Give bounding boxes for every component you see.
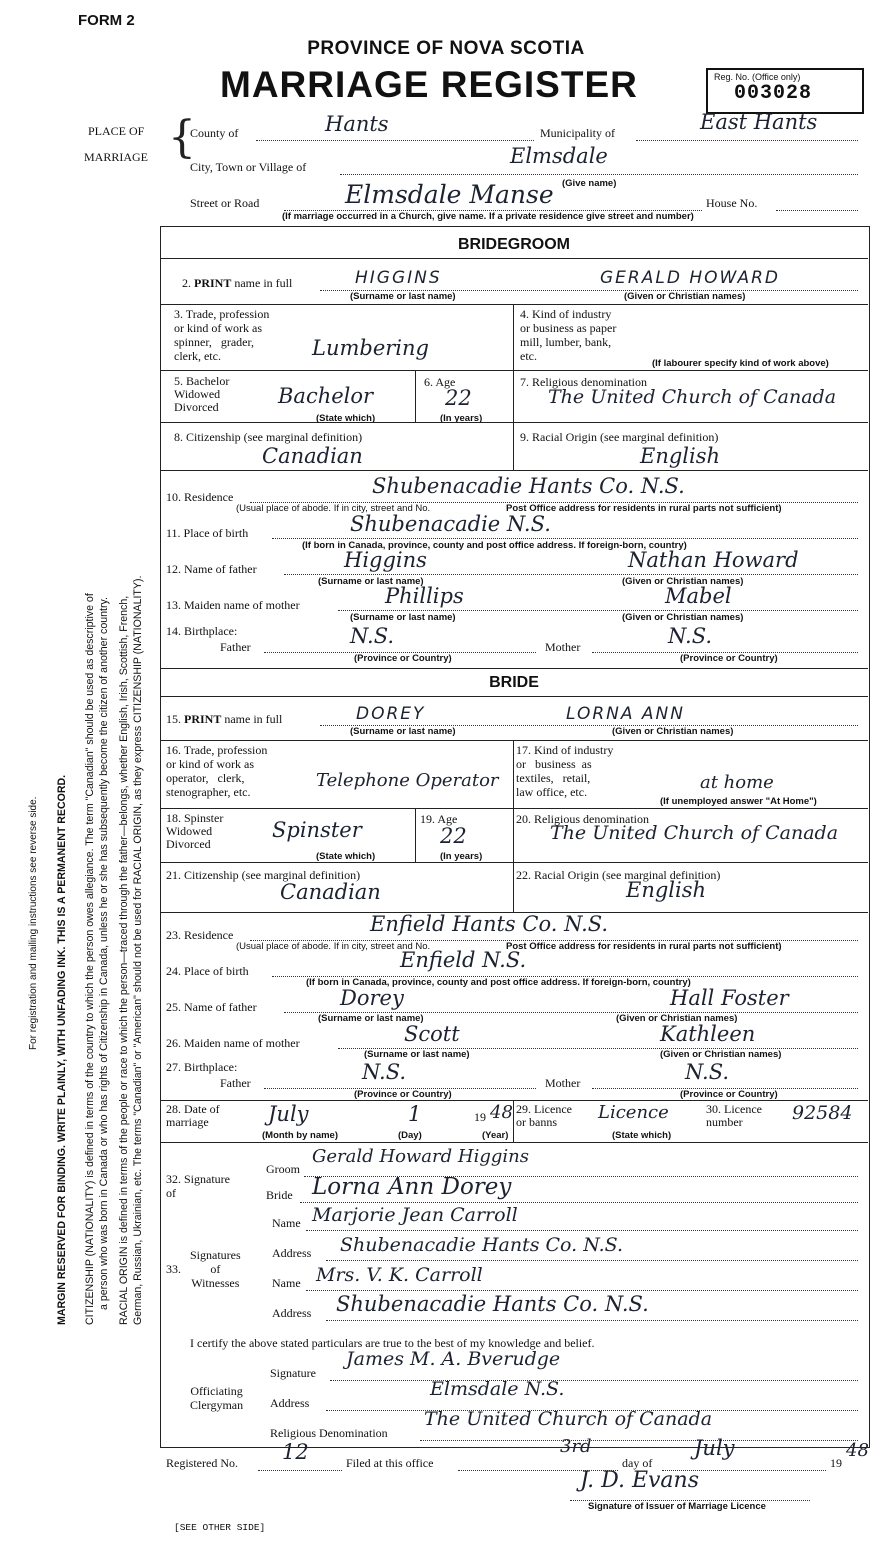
mother-label: Mother (545, 640, 581, 654)
f14-label-2: Father (220, 640, 251, 654)
f4-label: 4. Kind of industry or business as paper mill, lumber, bank, etc. (520, 307, 617, 363)
bride-residence: Enfield Hants Co. N.S. (370, 912, 609, 936)
f28-label: 28. Date of marriage (166, 1102, 220, 1129)
place-brace: { (168, 112, 196, 163)
bride-heading: BRIDE (489, 674, 539, 691)
line (258, 1470, 342, 1471)
w1-address-label: Address (272, 1246, 312, 1260)
groom-status: Bachelor (278, 384, 374, 408)
birth-note: (If born in Canada, province, county and post office address. If foreign-born, country) (306, 977, 691, 988)
month-note: (Month by name) (262, 1130, 338, 1141)
state-which: (State which) (316, 851, 376, 862)
groom-religion: The United Church of Canada (548, 386, 837, 408)
witness-1-name: Marjorie Jean Carroll (312, 1204, 518, 1226)
rule (160, 470, 868, 471)
rule (160, 696, 868, 697)
bride-religion: The United Church of Canada (550, 822, 839, 844)
surname-note: (Surname or last name) (364, 1049, 470, 1060)
f21-label: 21. Citizenship (see marginal definition) (166, 868, 361, 882)
clergy-denomination: The United Church of Canada (424, 1408, 713, 1430)
prov-note: (Province or Country) (354, 653, 452, 664)
divider (513, 370, 514, 422)
f26-label: 26. Maiden name of mother (166, 1036, 300, 1050)
divider (513, 422, 514, 470)
bridegroom-heading: BRIDEGROOM (458, 236, 570, 253)
groom-father-given: Nathan Howard (628, 548, 799, 572)
groom-trade: Lumbering (312, 336, 429, 360)
bride-industry: at home (700, 772, 774, 793)
certify-text: I certify the above stated particulars are true to the best of my knowledge and belief. (190, 1336, 595, 1350)
rule (160, 668, 868, 669)
f4-note: (If labourer specify kind of work above) (652, 358, 829, 369)
line (306, 1290, 858, 1291)
rule (160, 862, 868, 863)
given-note: (Given or Christian names) (612, 726, 734, 737)
f24-label: 24. Place of birth (166, 964, 249, 978)
given-note: (Given or Christian names) (660, 1049, 782, 1060)
f32-label: 32. Signature of (166, 1172, 230, 1200)
state-which: (State which) (316, 413, 376, 424)
bride-birthplace: Enfield N.S. (400, 948, 527, 972)
divider (513, 862, 514, 912)
registered-number: 12 (282, 1440, 309, 1464)
marriage-year: 48 (490, 1102, 513, 1123)
margin-warning: MARGIN RESERVED FOR BINDING. WRITE PLAINLY, WITH UNFADING INK. THIS IS A PERMANENT RECORD. (56, 774, 68, 1325)
f17-note: (If unemployed answer "At Home") (660, 796, 817, 807)
margin-citizenship-1: CITIZENSHIP (NATIONALITY) is defined in terms of the country to which the person owes allegiance. The term "Canadian" should be used as descriptive of (84, 593, 96, 1325)
rule (160, 740, 868, 741)
w2-name-label: Name (272, 1276, 301, 1290)
clergy-signature: James M. A. Bverudge (346, 1348, 561, 1370)
w2-address-label: Address (272, 1306, 312, 1320)
bride-mother-surname: Scott (404, 1022, 460, 1046)
street-value: Elmsdale Manse (345, 180, 554, 209)
w1-name-label: Name (272, 1216, 301, 1230)
issuer-signature: J. D. Evans (580, 1468, 700, 1493)
divider (513, 1100, 514, 1142)
groom-given: GERALD HOWARD (600, 268, 780, 288)
margin-instructions: For registration and mailing instructions see reverse side. (28, 796, 39, 1050)
residence-note-2: Post Office address for residents in rural parts not sufficient) (506, 941, 782, 952)
prov-note: (Province or Country) (354, 1089, 452, 1100)
city-line (340, 174, 858, 175)
bride-surname: DOREY (356, 704, 426, 724)
residence-note-1: (Usual place of abode. If in city, street and No. (236, 503, 431, 514)
f20-label: 20. Religious denomination (516, 812, 649, 826)
filed-label: Filed at this office (346, 1456, 434, 1470)
divider (415, 808, 416, 862)
line (284, 574, 858, 575)
bride-signature: Lorna Ann Dorey (312, 1174, 512, 1200)
denomination-label: Religious Denomination (270, 1426, 388, 1440)
marriage-day: 1 (408, 1102, 422, 1126)
given-note: (Given or Christian names) (624, 291, 746, 302)
rule (160, 808, 868, 809)
registered-label: Registered No. (166, 1456, 238, 1470)
city-label: City, Town or Village of (190, 160, 307, 174)
rule (160, 304, 868, 305)
f7-label: 7. Religious denomination (520, 375, 647, 389)
line (300, 1202, 858, 1203)
marriage-month: July (268, 1102, 309, 1126)
bride-citizenship: Canadian (280, 880, 381, 904)
county-value: Hants (325, 112, 389, 136)
witness-label: Signatures of Witnesses (190, 1248, 241, 1290)
divider (513, 304, 514, 370)
f11-label: 11. Place of birth (166, 526, 249, 540)
birth-note: (If born in Canada, province, county and post office address. If foreign-born, country) (302, 540, 687, 551)
line (306, 1230, 858, 1231)
municipality-line (636, 140, 858, 141)
province-heading: PROVINCE OF NOVA SCOTIA (307, 38, 585, 59)
filed-year: 48 (846, 1440, 869, 1461)
groom-residence: Shubenacadie Hants Co. N.S. (372, 474, 685, 498)
footer-year-prefix: 19 (830, 1456, 842, 1470)
f27-label-2: Father (220, 1076, 251, 1090)
bride-mother-birthplace: N.S. (685, 1060, 730, 1084)
witness-2-address: Shubenacadie Hants Co. N.S. (336, 1292, 649, 1316)
bride-father-surname: Dorey (340, 986, 404, 1010)
f15-num: 15. (166, 712, 181, 726)
f15-text: name in full (224, 712, 283, 726)
county-line (256, 140, 534, 141)
f29-label: 29. Licence or banns (516, 1102, 572, 1129)
see-other-side: [SEE OTHER SIDE] (174, 1522, 266, 1533)
f14-label-1: 14. Birthplace: (166, 624, 238, 638)
rule (160, 1142, 868, 1143)
street-note: (If marriage occurred in a Church, give name. If a private residence give street and number) (282, 211, 694, 222)
f2-label (182, 276, 292, 291)
margin-citizenship-2: a person who was born in Canada or who has rights of Citizenship in Canada, unless he or she has subsequently become the citizen of another country. (98, 597, 110, 1310)
bride-trade: Telephone Operator (316, 770, 499, 791)
f2-text: name in full (234, 276, 293, 290)
margin-racial-1: RACIAL ORIGIN is defined in terms of the people or race to which the person—traced through the father—belongs, whether English, Irish, Scottish, French, (118, 595, 130, 1325)
groom-birthplace: Shubenacadie N.S. (350, 512, 551, 536)
rule (160, 1100, 868, 1101)
f15-bold: PRINT (184, 712, 222, 726)
divider (513, 740, 514, 808)
in-years: (In years) (440, 413, 483, 424)
f2-bold: PRINT (194, 276, 232, 290)
f25-label: 25. Name of father (166, 1000, 257, 1014)
residence-note-2: Post Office address for residents in rural parts not sufficient) (506, 503, 782, 514)
divider (513, 808, 514, 862)
bride-mother-given: Kathleen (660, 1022, 756, 1046)
street-label: Street or Road (190, 196, 260, 210)
place-of-label: PLACE OF (88, 124, 145, 138)
bride-racial-origin: English (626, 878, 707, 902)
f13-label: 13. Maiden name of mother (166, 598, 300, 612)
year-note: (Year) (482, 1130, 509, 1141)
registration-number-box (706, 68, 864, 114)
f5-label: 5. Bachelor Widowed Divorced (174, 374, 230, 414)
municipality-value: East Hants (700, 110, 818, 134)
house-label: House No. (706, 196, 758, 210)
surname-note: (Surname or last name) (350, 726, 456, 737)
groom-surname: HIGGINS (355, 268, 442, 288)
groom-father-birthplace: N.S. (350, 624, 395, 648)
city-note: (Give name) (562, 178, 617, 189)
f17-label: 17. Kind of industry or business as textiles, retail, law office, etc. (516, 743, 614, 799)
witness-1-address: Shubenacadie Hants Co. N.S. (340, 1234, 624, 1256)
rule (160, 258, 868, 259)
f9-label: 9. Racial Origin (see marginal definition) (520, 430, 719, 444)
surname-note: (Surname or last name) (318, 576, 424, 587)
bride-status: Spinster (272, 818, 362, 842)
groom-father-surname: Higgins (344, 548, 427, 572)
witness-2-name: Mrs. V. K. Carroll (316, 1264, 483, 1286)
f22-label: 22. Racial Origin (see marginal definition) (516, 868, 721, 882)
officiating-label: Officiating Clergyman (190, 1384, 244, 1412)
in-years: (In years) (440, 851, 483, 862)
given-note: (Given or Christian names) (616, 1013, 738, 1024)
house-line (776, 210, 858, 211)
groom-citizenship: Canadian (262, 444, 363, 468)
clergy-address: Elmsdale N.S. (430, 1378, 565, 1400)
bride-age: 22 (440, 824, 467, 848)
line (272, 538, 858, 539)
mother-label: Mother (545, 1076, 581, 1090)
prov-note: (Province or Country) (680, 653, 778, 664)
f15-label (166, 712, 282, 727)
reg-number: 003028 (734, 82, 813, 105)
divider (415, 370, 416, 422)
f16-label: 16. Trade, profession or kind of work as operator, clerk, stenographer, etc. (166, 743, 268, 799)
line (420, 1440, 858, 1441)
bride-father-given: Hall Foster (670, 986, 789, 1010)
marriage-label: MARRIAGE (84, 150, 149, 164)
licence-note: (State which) (612, 1130, 672, 1141)
f18-label: 18. Spinster Widowed Divorced (166, 811, 224, 851)
groom-age: 22 (445, 386, 472, 410)
f33-label: 33. (166, 1262, 181, 1276)
f12-label: 12. Name of father (166, 562, 257, 576)
filed-month: July (694, 1436, 735, 1460)
f27-label-1: 27. Birthplace: (166, 1060, 238, 1074)
f3-label: 3. Trade, profession or kind of work as spinner, grader, clerk, etc. (174, 307, 270, 363)
clergy-address-label: Address (270, 1396, 310, 1410)
given-note: (Given or Christian names) (622, 612, 744, 623)
line (326, 1260, 858, 1261)
rule (160, 370, 868, 371)
rule (160, 422, 868, 423)
county-label: County of (190, 126, 239, 140)
day-of-label: day of (622, 1456, 653, 1470)
filed-day: 3rd (560, 1436, 592, 1457)
page-title: MARRIAGE REGISTER (220, 64, 638, 105)
bride-sig-label: Bride (266, 1188, 293, 1202)
bride-given: LORNA ANN (566, 704, 685, 724)
f19-label: 19. Age (420, 812, 458, 826)
day-note: (Day) (398, 1130, 422, 1141)
bride-father-birthplace: N.S. (362, 1060, 407, 1084)
groom-racial-origin: English (640, 444, 721, 468)
issuer-label: Signature of Issuer of Marriage Licence (588, 1501, 766, 1512)
f2-num: 2. (182, 276, 191, 290)
surname-note: (Surname or last name) (318, 1013, 424, 1024)
licence-type: Licence (598, 1102, 669, 1123)
city-value: Elmsdale (510, 144, 608, 168)
licence-number: 92584 (792, 1102, 853, 1124)
surname-note: (Surname or last name) (350, 612, 456, 623)
margin-racial-2: German, Russian, Ukrainian, etc. The terms "Canadian" or "American" should not be used for RACIAL ORIGIN, as they express CITIZENSHIP (NATIONALITY). (132, 575, 144, 1325)
f30-label: 30. Licence number (706, 1102, 762, 1129)
f6-label: 6. Age (424, 375, 456, 389)
surname-note: (Surname or last name) (350, 291, 456, 302)
given-note: (Given or Christian names) (622, 576, 744, 587)
clergy-sig-label: Signature (270, 1366, 316, 1380)
line (330, 1380, 858, 1381)
f8-label: 8. Citizenship (see marginal definition) (174, 430, 363, 444)
prov-note: (Province or Country) (680, 1089, 778, 1100)
municipality-label: Municipality of (540, 126, 615, 140)
year-prefix: 19 (474, 1110, 486, 1124)
f10-label: 10. Residence (166, 490, 234, 504)
groom-signature: Gerald Howard Higgins (312, 1146, 529, 1167)
groom-mother-given: Mabel (665, 584, 732, 608)
form-number: FORM 2 (78, 12, 135, 29)
f23-label: 23. Residence (166, 928, 234, 942)
groom-mother-surname: Phillips (385, 584, 464, 608)
line (338, 610, 858, 611)
residence-note-1: (Usual place of abode. If in city, street and No. (236, 941, 431, 952)
groom-sig-label: Groom (266, 1162, 300, 1176)
reg-number-label: Reg. No. (Office only) (714, 72, 801, 82)
line (326, 1320, 858, 1321)
groom-mother-birthplace: N.S. (668, 624, 713, 648)
